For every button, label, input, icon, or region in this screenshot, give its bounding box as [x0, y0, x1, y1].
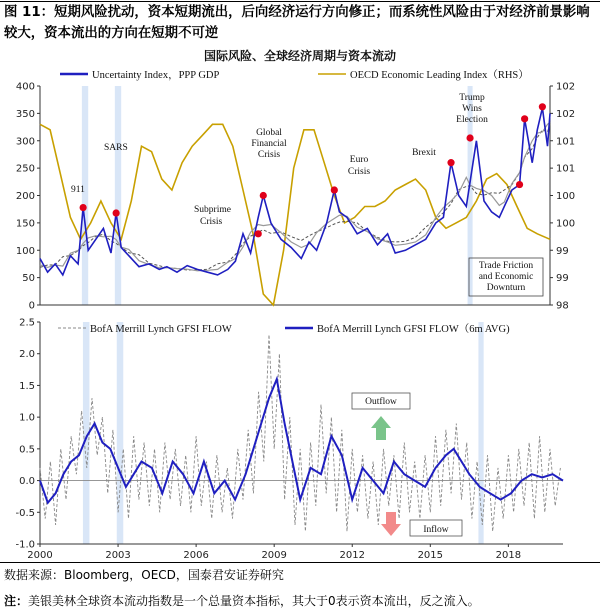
y-tick-label-right: 101: [556, 136, 576, 148]
y-tick-label: -0.5: [15, 507, 35, 519]
event-marker: [113, 209, 120, 216]
y-tick-label: 2.5: [19, 317, 35, 329]
y-tick-label-left: 150: [15, 218, 35, 230]
y-tick-label-right: 100: [556, 218, 576, 230]
x-tick-label: 2000: [27, 550, 53, 561]
event-annotation: Brexit: [412, 148, 436, 158]
event-annotation: 911: [71, 185, 85, 195]
y-tick-label: 1.0: [19, 412, 35, 424]
x-tick-label: 2009: [261, 550, 287, 561]
event-marker: [466, 134, 473, 141]
event-annotation: Global: [256, 128, 282, 138]
event-marker: [521, 115, 528, 122]
event-annotation: Crisis: [347, 167, 371, 177]
y-tick-label-left: 100: [15, 245, 35, 257]
event-annotation: Financial: [251, 139, 287, 149]
event-annotation: Trump: [459, 93, 485, 103]
x-tick-label: 2015: [417, 550, 444, 561]
note-line: [4, 592, 480, 609]
y-tick-label-right: 102: [556, 81, 576, 93]
inflow-label: Inflow: [423, 525, 449, 535]
y-tick-label-left: 50: [22, 273, 35, 285]
y-tick-label-left: 0: [28, 300, 35, 312]
outflow-label: Outflow: [365, 397, 397, 407]
event-annotation: Crisis: [257, 150, 281, 160]
event-annotation: Downturn: [486, 283, 526, 293]
event-marker: [260, 192, 267, 199]
y-tick-label-left: 400: [15, 81, 35, 93]
x-tick-label: 2018: [495, 550, 522, 561]
y-tick-label: 0.5: [19, 444, 35, 456]
y-tick-label-right: 100: [556, 191, 576, 202]
event-band: [117, 322, 124, 544]
event-marker: [516, 181, 523, 188]
y-tick-label: 2.0: [19, 349, 35, 361]
top-rule: [0, 1, 600, 2]
x-tick-label: 2006: [183, 550, 209, 561]
x-tick-label: 2003: [105, 550, 131, 561]
chart-title: 国际风险、全球经济周期与资本流动: [203, 49, 397, 63]
legend-label-oecd: OECD Economic Leading Index（RHS）: [350, 70, 529, 81]
legend-label-uncertainty: Uncertainty Index，PPP GDP: [92, 70, 220, 81]
y-tick-label-right: 99: [556, 273, 569, 285]
note-text: 美银美林全球资本流动指数是一个总量资本指标，其大于0表示资本流出，反之流入。: [28, 594, 480, 608]
event-annotation: Trade Friction: [478, 261, 534, 271]
note-label: 注：: [4, 594, 29, 608]
event-marker: [255, 230, 262, 237]
y-tick-label-left: 350: [15, 108, 35, 120]
y-tick-label-left: 250: [15, 163, 35, 175]
event-annotation: Crisis: [200, 217, 223, 227]
event-marker: [80, 204, 87, 211]
event-annotation: Wins: [462, 104, 482, 114]
y-tick-label-left: 200: [15, 191, 35, 202]
y-tick-label-left: 300: [15, 136, 35, 148]
event-annotation: Euro: [349, 155, 369, 165]
y-tick-label-right: 102: [556, 108, 576, 120]
event-annotation: and Economic: [478, 272, 534, 282]
event-marker: [447, 159, 454, 166]
y-tick-label: 1.5: [19, 380, 35, 392]
y-tick-label-right: 99: [556, 245, 569, 257]
y-tick-label-right: 98: [556, 300, 569, 312]
event-annotation: SARS: [104, 143, 128, 153]
legend-label-gfsi-avg: BofA Merrill Lynch GFSI FLOW（6m AVG): [317, 324, 510, 335]
y-tick-label: -1.0: [15, 539, 35, 551]
event-marker: [539, 103, 546, 110]
figure-heading: 图 11：短期风险扰动，资本短期流出，后向经济运行方向修正；而系统性风险由于对经济前景影响较大，资本流出的方向在短期不可逆: [4, 5, 590, 41]
chart-canvas: [0, 42, 600, 562]
event-band: [82, 86, 88, 305]
footer-rule: [0, 562, 600, 563]
event-band: [115, 86, 121, 305]
x-tick-label: 2012: [339, 550, 365, 561]
source-line: 数据来源：Bloomberg，OECD，国泰君安证券研究: [4, 568, 284, 582]
legend-label-gfsi: BofA Merrill Lynch GFSI FLOW: [90, 324, 232, 335]
y-tick-label: 0.0: [19, 476, 35, 488]
event-annotation: Subprime: [194, 205, 231, 215]
y-tick-label-right: 101: [556, 163, 576, 175]
event-annotation: Election: [456, 115, 488, 125]
event-marker: [331, 186, 338, 193]
